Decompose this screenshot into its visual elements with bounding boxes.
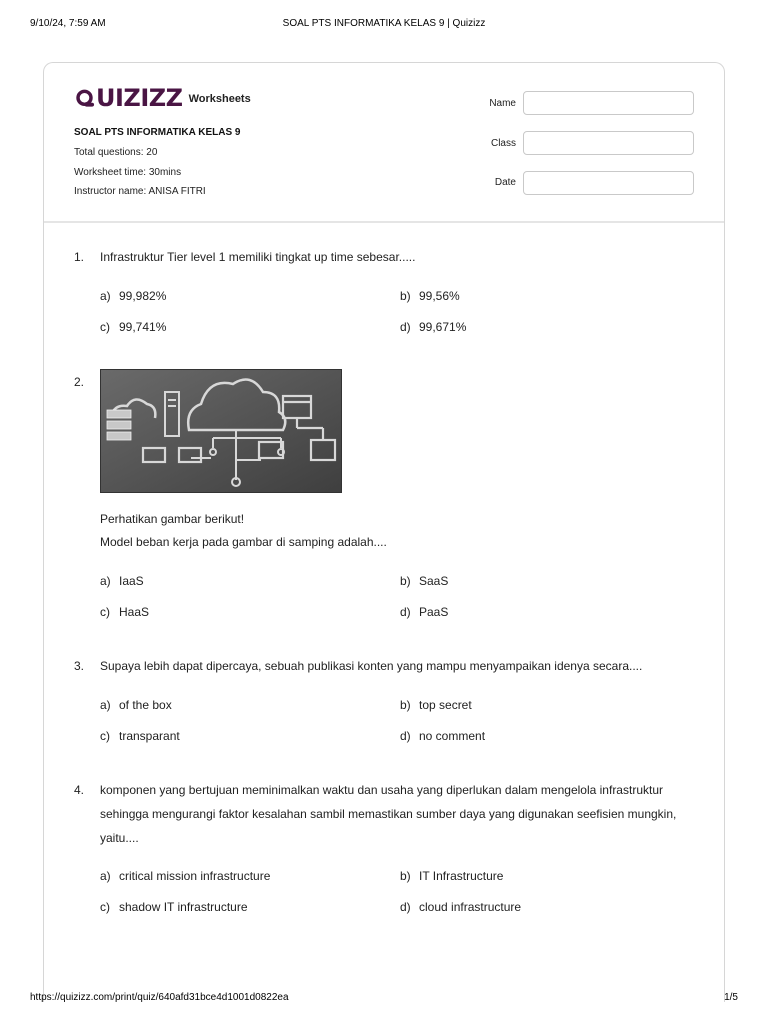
print-url[interactable]: https://quizizz.com/print/quiz/640afd31bce4d1001d0822ea <box>30 992 289 1003</box>
option-d[interactable] <box>400 900 521 914</box>
quizizz-logo[interactable] <box>74 84 183 112</box>
question-text: Infrastruktur Tier level 1 memiliki tingkat up time sebesar..... <box>100 250 416 264</box>
date-label: Date <box>494 177 516 188</box>
worksheets-label: Worksheets <box>188 93 251 105</box>
class-label: Class <box>490 138 516 149</box>
option-a[interactable] <box>100 574 144 588</box>
option-d[interactable] <box>400 729 485 743</box>
option-text: no comment <box>419 729 486 743</box>
question-number: 3. <box>74 659 85 673</box>
worksheet-title: SOAL PTS INFORMATIKA KELAS 9 <box>74 127 241 138</box>
option-c[interactable] <box>100 900 248 914</box>
cloud-computing-diagram-icon <box>101 370 341 492</box>
option-text: cloud infrastructure <box>419 900 522 914</box>
worksheet-card <box>43 62 725 1002</box>
option-text: transparant <box>119 729 180 743</box>
option-b[interactable] <box>400 574 448 588</box>
option-letter: a) <box>100 289 111 303</box>
print-datetime: 9/10/24, 7:59 AM <box>30 18 106 29</box>
option-b[interactable] <box>400 869 503 883</box>
option-c[interactable] <box>100 729 180 743</box>
question-number: 1. <box>74 250 85 264</box>
total-questions: Total questions: 20 <box>74 147 158 158</box>
instructor-name: Instructor name: ANISA FITRI <box>74 186 206 197</box>
option-letter: a) <box>100 698 111 712</box>
option-text: 99,56% <box>419 289 460 303</box>
option-a[interactable] <box>100 289 166 303</box>
option-letter: c) <box>100 605 110 619</box>
option-letter: a) <box>100 574 111 588</box>
option-c[interactable] <box>100 605 149 619</box>
option-letter: c) <box>100 320 110 334</box>
option-a[interactable] <box>100 698 172 712</box>
print-header <box>0 18 768 34</box>
option-text: 99,741% <box>119 320 167 334</box>
date-field[interactable] <box>523 171 694 195</box>
option-text: 99,671% <box>419 320 467 334</box>
option-text: IT Infrastructure <box>419 869 504 883</box>
name-field[interactable] <box>523 91 694 115</box>
name-label: Name <box>489 98 516 109</box>
option-letter: a) <box>100 869 111 883</box>
option-letter: d) <box>400 900 411 914</box>
option-letter: b) <box>400 574 411 588</box>
option-letter: c) <box>100 729 110 743</box>
option-text: IaaS <box>119 574 144 588</box>
option-letter: c) <box>100 900 110 914</box>
option-letter: d) <box>400 320 411 334</box>
question-text: Supaya lebih dapat dipercaya, sebuah publikasi konten yang mampu menyampaikan idenya secara.... <box>100 659 643 673</box>
worksheet-time: Worksheet time: 30mins <box>74 167 182 178</box>
option-text: SaaS <box>419 574 449 588</box>
option-text: critical mission infrastructure <box>119 869 271 883</box>
print-page-title: SOAL PTS INFORMATIKA KELAS 9 | Quizizz <box>282 18 486 29</box>
option-text: top secret <box>419 698 472 712</box>
option-letter: b) <box>400 698 411 712</box>
option-letter: b) <box>400 869 411 883</box>
option-text: shadow IT infrastructure <box>119 900 248 914</box>
option-text: of the box <box>119 698 172 712</box>
brand <box>74 83 251 113</box>
option-text: PaaS <box>419 605 449 619</box>
option-text: HaaS <box>119 605 150 619</box>
option-letter: d) <box>400 605 411 619</box>
quizizz-q-logo-icon <box>74 87 95 109</box>
print-page-number: 1/5 <box>724 992 738 1003</box>
question-text-line1: Perhatikan gambar berikut! <box>100 512 245 526</box>
option-c[interactable] <box>100 320 166 334</box>
worksheet-header <box>44 63 724 223</box>
question-text: komponen yang bertujuan meminimalkan waktu dan usaha yang diperlukan dalam mengelola infrastruktur sehingga mengurangi faktor kesalahan sambil memastikan sumber daya yang digunakan seefisien mungkin, yaitu.... <box>100 783 677 845</box>
print-footer <box>0 992 768 1008</box>
option-text: 99,982% <box>119 289 167 303</box>
option-b[interactable] <box>400 289 460 303</box>
option-a[interactable] <box>100 869 270 883</box>
option-b[interactable] <box>400 698 472 712</box>
question-image <box>100 369 342 493</box>
question-text-line2: Model beban kerja pada gambar di samping adalah.... <box>100 535 387 549</box>
option-letter: b) <box>400 289 411 303</box>
question-number: 2. <box>74 375 85 389</box>
question-number: 4. <box>74 783 85 797</box>
class-field[interactable] <box>523 131 694 155</box>
logo-wordmark: UIZIZZ <box>96 84 183 112</box>
option-d[interactable] <box>400 605 448 619</box>
option-letter: d) <box>400 729 411 743</box>
option-d[interactable] <box>400 320 466 334</box>
